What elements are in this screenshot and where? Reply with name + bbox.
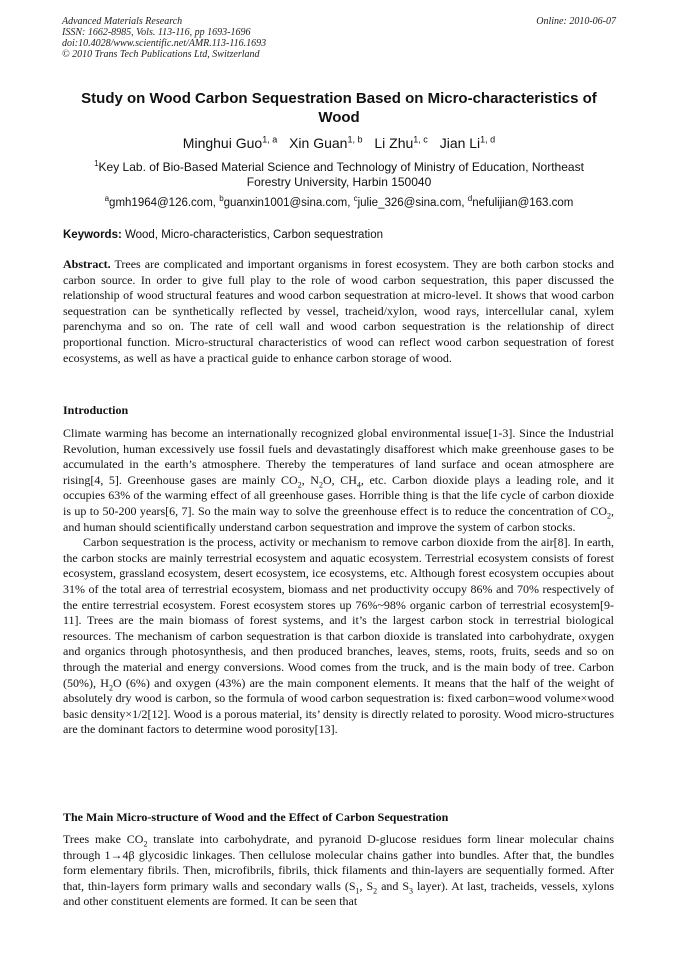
journal-copyright: © 2010 Trans Tech Publications Ltd, Switzerland <box>62 49 260 60</box>
journal-header <box>62 16 616 60</box>
section-heading-micro-structure: The Main Micro-structure of Wood and the Effect of Carbon Sequestration <box>63 810 449 824</box>
online-date: Online: 2010-06-07 <box>536 16 616 27</box>
section-heading-introduction: Introduction <box>63 403 129 417</box>
introduction-body <box>63 426 614 738</box>
journal-name: Advanced Materials Research <box>62 16 183 27</box>
author: Xin Guan$^{1, b}$ <box>289 134 363 151</box>
email: $^d$nefulijian@163.com <box>467 194 574 209</box>
journal-issn: ISSN: 1662-8985, Vols. 113-116, pp 1693-1696 <box>62 27 251 38</box>
author: Jian Li$^{1, d}$ <box>439 134 496 151</box>
paragraph: Carbon sequestration is the process, activity or mechanism to remove carbon dioxide from the air[8]. In earth, the carbon stocks are mainly terrestrial ecosystem and aquatic ecosystem. Terrestrial ecosystem consists of forest ecosystem, grassland ecosystem, desert ecosystem, ice ecosystems, etc. Although forest ecosystem occupies about 31% of the total area of terrestrial ecosystem, biomass and net productivity occupy 86% and 70% respectively of the entire terrestrial ecosystem. Forest ecosystem stores up 76%~98% organic carbon of terrestrial ecosystem[9-11]. Trees are the main biomass of forest systems, and it’s the largest carbon stock in terrestrial biological resources. The mechanism of carbon sequestration is that carbon dioxide is translated into carbohydrate, oxygen and organics through photosynthesis, and then produced branches, leaves, stems, roots, fruits, seeds and so on through the material and energy conversions. Wood comes from the truck, and is the main body of tree. Carbon (50%), $H_2O$ (6%) and oxygen (43%) are the main component elements. It means that the half of the weight of absolutely dry wood is carbon, so the formula of wood carbon sequestration is: fixed carbon=wood volume×wood basic density×1/2[12]. Wood is a porous material, its’ density is directly related to porosity. Wood micro-structures are the dominant factors to determine wood porosity[13]. <box>63 535 615 737</box>
paper-title: Study on Wood Carbon Sequestration Based on Micro-characteristics of Wood <box>81 90 597 126</box>
author: Minghui Guo$^{1, a}$ <box>182 134 278 151</box>
journal-doi: doi:10.4028/www.scientific.net/AMR.113-116.1693 <box>62 38 267 49</box>
keywords: Keywords: Wood, Micro-characteristics, Carbon sequestration <box>63 229 383 241</box>
author: Li Zhu$^{1, c}$ <box>374 134 428 151</box>
email: $^b$guanxin1001@sina.com, <box>219 194 351 209</box>
affiliation: $^1$Key Lab. of Bio-Based Material Science and Technology of Ministry of Education, Northeast Forestry University, Harbin 150040 <box>94 159 584 189</box>
author-emails <box>60 192 618 210</box>
author-list <box>60 130 618 152</box>
email: $^c$julie_326@sina.com, <box>353 194 465 209</box>
paragraph: Climate warming has become an internationally recognized global environmental issue[1-3]. Since the Industrial Revolution, human excessively use fossil fuels and devastatingly disafforest which make greenhouse gases to be accumulated in the earth’s atmosphere. Thereby the temperatures of land surface and ocean atmosphere are rising[4, 5]. Greenhouse gases are mainly $CO_2$, $N_2O$, $CH_4$, etc. Carbon dioxide plays a leading role, and it occupies 63% of the warming effect of all greenhouse gases. Horrible thing is that the life cycle of carbon dioxide is up to 50-200 years[6, 7]. So the main way to solve the greenhouse effect is to reduce the concentration of $CO_2$, and human should scientifically understand carbon sequestration and improve the system of carbon stocks. <box>63 426 615 534</box>
micro-structure-body: Trees make $CO_2$ translate into carbohydrate, and pyranoid D-glucose residues form linear molecular chains through 1→4β glycosidic linkages. Then cellulose molecular chains gather into bundles. After that, the bundles form elementary fibrils. Then, microfibrils, fibrils, thick filaments and thin-layers are sequentially formed. After that, thin-layers form primary walls and secondary walls ($S_1$, $S_2$ and $S_3$ layer). At last, tracheids, vessels, xylons and other constituent elements are formed. It can be seen that <box>63 832 614 909</box>
abstract: Abstract. Trees are complicated and important organisms in forest ecosystem. They are both carbon stocks and carbon source. In order to give full play to the role of wood carbon sequestration, this paper discussed the relationship of wood structural features and wood carbon sequestration at micro-level. It shows that wood carbon sequestration can be synthetically reflected by vessel, tracheid/xylon, wood rays, intercellular canal, xylem parenchyma and so on. The rate of cell wall and wood carbon sequestration is the relationship of direct proportional function. Micro-structural characteristics of wood can reflect wood carbon sequestration of forest ecosystems, as well as have a practical guide to enhance carbon storage of wood. <box>63 257 614 365</box>
email: $^a$gmh1964@126.com, <box>104 194 216 209</box>
